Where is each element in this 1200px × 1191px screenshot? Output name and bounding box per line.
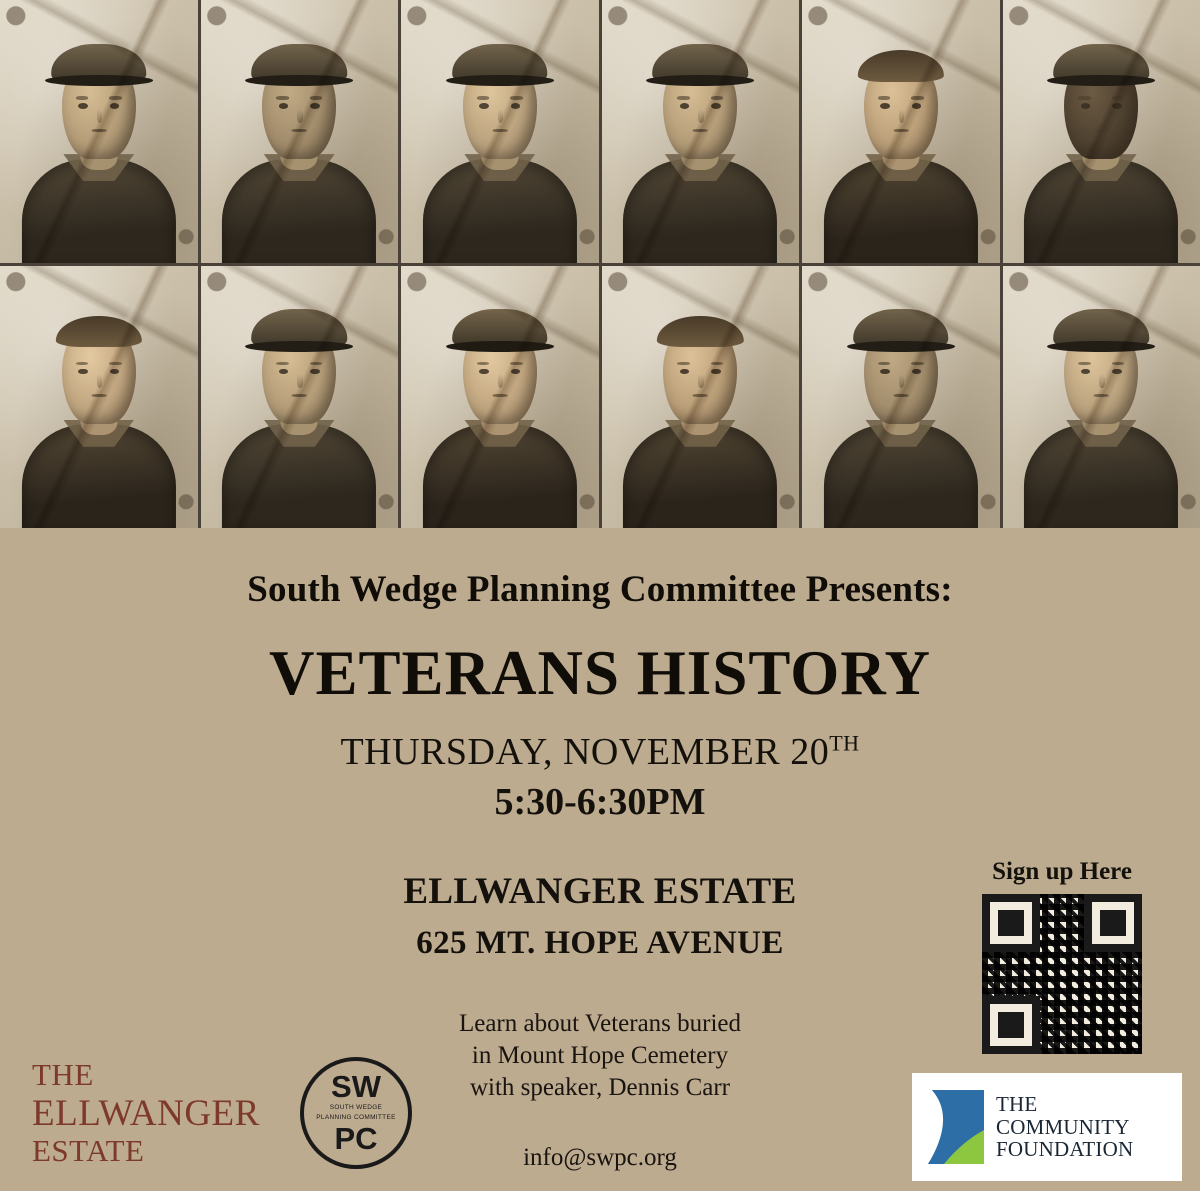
page-title: VETERANS HISTORY	[268, 638, 932, 708]
event-description-line-1: Learn about Veterans buried	[458, 1010, 742, 1037]
ellwanger-logo-line-3: ESTATE	[32, 1133, 145, 1169]
portrait-nurse-5	[802, 0, 1000, 263]
portrait-woman-7	[0, 266, 198, 529]
portrait-officer-cap-4	[602, 0, 800, 263]
portrait-figure	[423, 302, 577, 528]
event-date-text: THURSDAY, NOVEMBER 20	[340, 731, 830, 773]
event-date-ordinal: TH	[829, 730, 860, 756]
portrait-figure	[623, 302, 777, 528]
swpc-logo-top: SW	[331, 1069, 381, 1104]
portrait-soldier-6	[1003, 0, 1200, 263]
portrait-officer-cap-1	[0, 0, 198, 263]
cf-line-1: THE	[996, 1091, 1038, 1116]
signup-label: Sign up Here	[992, 858, 1132, 885]
poster-body	[0, 528, 1200, 1191]
swpc-logo-subtitle-2: PLANNING COMMITTEE	[316, 1114, 396, 1122]
swpc-logo-subtitle-1: SOUTH WEDGE	[329, 1104, 383, 1111]
contact-email[interactable]: info@swpc.org	[523, 1144, 677, 1171]
ellwanger-estate-logo	[32, 1058, 260, 1169]
event-description-line-3: with speaker, Dennis Carr	[469, 1074, 731, 1101]
ellwanger-logo-line-2: ELLWANGER	[32, 1092, 260, 1134]
portrait-figure	[623, 37, 777, 263]
community-foundation-logo	[912, 1073, 1182, 1181]
portrait-figure	[1024, 302, 1178, 528]
portrait-woman-10	[602, 266, 800, 529]
event-date	[0, 730, 1200, 774]
qr-code-icon[interactable]	[982, 894, 1142, 1054]
portrait-collage	[0, 0, 1200, 528]
portrait-figure	[824, 302, 978, 528]
portrait-soldier-8	[201, 266, 399, 529]
portrait-figure	[22, 302, 176, 528]
portrait-figure	[22, 37, 176, 263]
portrait-figure	[222, 302, 376, 528]
portrait-woman-cap-9	[401, 266, 599, 529]
signup-block	[962, 858, 1162, 1054]
swpc-logo-bottom: PC	[334, 1121, 378, 1157]
swpc-logo	[300, 1057, 412, 1169]
event-address: 625 MT. HOPE AVENUE	[416, 925, 784, 961]
cf-line-3: FOUNDATION	[996, 1137, 1134, 1162]
event-venue: ELLWANGER ESTATE	[403, 871, 797, 912]
cf-line-2: COMMUNITY	[996, 1114, 1130, 1139]
ellwanger-logo-line-1: THE	[32, 1057, 94, 1093]
portrait-soldier-3	[401, 0, 599, 263]
event-description-line-2: in Mount Hope Cemetery	[471, 1042, 729, 1069]
portrait-soldier-12	[1003, 266, 1200, 529]
event-time: 5:30-6:30PM	[494, 781, 706, 823]
portrait-soldier-2	[201, 0, 399, 263]
community-foundation-mark-icon	[922, 1090, 984, 1164]
portrait-figure	[1024, 37, 1178, 263]
community-foundation-wordmark	[996, 1093, 1133, 1161]
portrait-figure	[222, 37, 376, 263]
presenter-line: South Wedge Planning Committee Presents:	[247, 569, 953, 610]
portrait-figure	[824, 37, 978, 263]
portrait-figure	[423, 37, 577, 263]
portrait-soldier-11	[802, 266, 1000, 529]
